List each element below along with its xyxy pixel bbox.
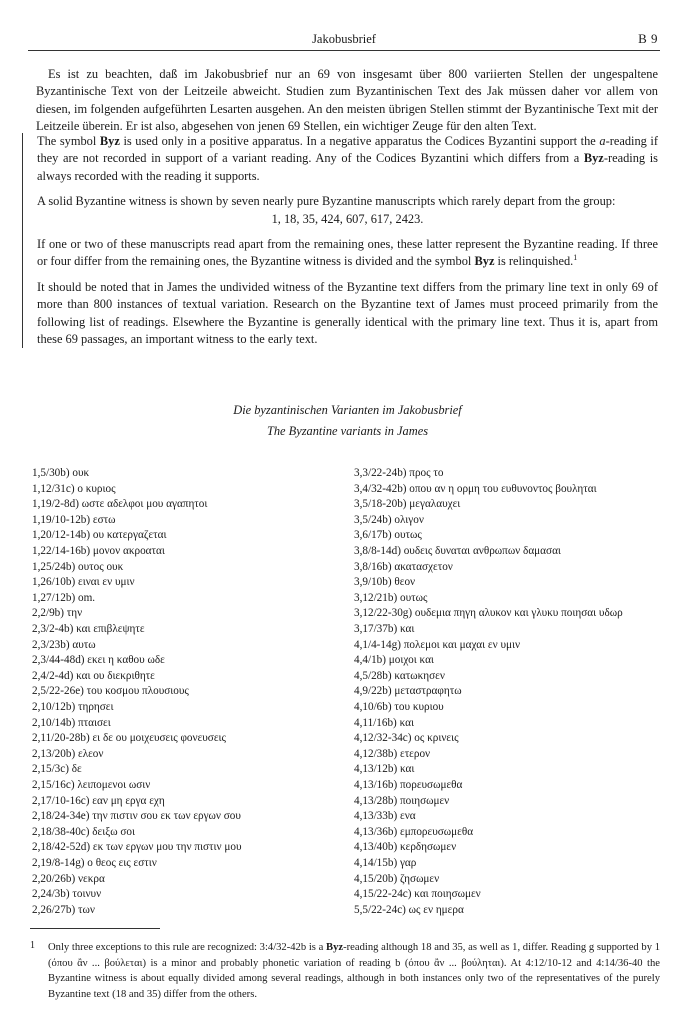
variant-entry: 2,24/3b) τοινυν [32, 888, 102, 901]
variant-entry: 2,3/2-4b) και επιβλεψητε [32, 623, 145, 635]
variant-entry: 4,10/6b) του κυριου [354, 701, 444, 713]
variant-entry: 2,15/16c) λειπομενοι ωσιν [32, 779, 151, 791]
en-p1-text-b: is used only in a positive apparatus. In a negative apparatus the Codices Byzantini support the [119, 134, 600, 148]
variant-entry: 4,13/33b) ενα [354, 810, 416, 823]
footnote-text-a: Only three exceptions to this rule are recognized: 3:4/32-42b is a [48, 942, 327, 953]
variant-entry: 1,5/30b) ουκ [32, 467, 90, 479]
variant-entry: 3,12/21b) ουτως [354, 591, 428, 604]
variant-entry: 4,15/22-24c) και ποιησωμεν [354, 888, 481, 901]
variant-entry: 5,5/22-24c) ως εν ημερα [354, 903, 464, 916]
variant-entry: 4,9/22b) μεταστραφητω [354, 685, 462, 698]
variant-entry: 3,5/18-20b) μεγαλαυχει [354, 498, 461, 511]
en-p3-text-b: is relinquished. [494, 254, 574, 269]
variant-entry: 1,20/12-14b) ου κατεργαζεται [32, 529, 167, 542]
manuscript-list: 1, 18, 35, 424, 607, 617, 2423. [271, 211, 424, 226]
en-p1-text-a: The symbol [37, 134, 100, 148]
footnote-text [48, 940, 660, 1002]
variant-entry: 3,5/24b) ολιγον [354, 513, 424, 526]
variant-entry: 4,13/16b) πορευσωμεθα [354, 779, 463, 791]
variants-title-english: The Byzantine variants in James [266, 424, 429, 438]
footnote-text-b: -reading although 18 and 35, as well as 1, differ. Reading g supported by 1 (όπου ἂν ... βούλεται) is a minor and probably phonetic variation of reading b (όπου ἂν ... βούληται). At 4:12/10-12 and 4:14/36-40 the Byzantine witness is about equally divided among several readings, although in both instances only two of the representatives of the purely Byzantine text (18 and 35) differ from the others. [48, 942, 660, 1000]
german-paragraph-text: Es ist zu beachten, daß im Jakobusbrief nur an 69 von insgesamt über 800 variierten Stellen der ungespaltene Byzantinische Text von der Leitzeile abweicht. Studien zum Byzantinischen Text des Jak müssen daher vor allem von diesen, im folgenden aufgeführten Lesarten ausgehen. An den meisten übrigen Stellen stimmt der Byzantinische Text mit der Leitzeile überein. Er ist also, abgesehen von jenen 69 Stellen, ein wichtiger Zeuge für den alten Text. [36, 67, 658, 134]
variant-entry: 2,13/20b) ελεον [32, 747, 104, 760]
variant-entry: 2,10/12b) τηρησει [32, 701, 114, 713]
variant-entry: 2,18/42-52d) εκ των εργων μου την πιστιν μου [32, 841, 242, 854]
variant-entry: 4,4/1b) μοιχοι και [354, 654, 434, 667]
variant-entry: 4,11/16b) και [354, 716, 414, 729]
page-number: B 9 [638, 31, 658, 46]
variant-entry: 2,17/10-16c) εαν μη εργα εχη [32, 794, 165, 807]
variant-entry: 3,12/22-30g) ουδεμια πηγη αλυκον και γλυκυ ποιησαι υδωρ [354, 607, 623, 620]
variant-entry: 1,25/24b) ουτος ουκ [32, 560, 124, 573]
variant-entry: 2,20/26b) νεκρα [32, 872, 105, 885]
variant-entry: 2,3/44-48d) εκει η καθου ωδε [32, 654, 165, 667]
variant-entry: 2,10/14b) πταισει [32, 716, 111, 729]
variant-entry: 4,5/28b) κατωκησεν [354, 669, 445, 682]
footnote-mark: 1 [30, 940, 35, 951]
variant-entry: 4,13/40b) κερδησωμεν [354, 841, 457, 854]
variant-entry: 3,8/16b) ακατασχετον [354, 560, 453, 573]
german-paragraph [36, 66, 658, 136]
english-paragraph-4: It should be noted that in James the undivided witness of the Byzantine text differs from the primary line text in only 69 of more than 800 instances of textual variation. Research on the Byzantine text of James must proceed primarily from the following list of readings. Elsewhere the Byzantine is generally identical with the primary line text. Thus it is, apart from these 69 passages, an important witness to the early text. [37, 279, 658, 347]
footnote [30, 940, 660, 1002]
variant-entry: 4,12/32-34c) ος κρινεις [354, 732, 459, 745]
variant-entry: 4,15/20b) ζησωμεν [354, 872, 440, 885]
en-p1-text-c: -reading if they are not recorded in support of a variant reading. Any of the Codices Byzantini which differs from a [37, 134, 658, 166]
variant-entry: 1,26/10b) ειναι εν υμιν [32, 576, 135, 589]
variant-entry: 1,22/14-16b) μονον ακροαται [32, 545, 165, 557]
variant-entry: 3,17/37b) και [354, 623, 415, 635]
footnote-separator [30, 928, 160, 929]
variant-entry: 1,12/31c) ο κυριος [32, 482, 116, 495]
variant-entry: 2,5/22-26e) του κοσμου πλουσιους [32, 685, 189, 698]
byz-siglum: Byz [99, 134, 120, 148]
variant-entry: 1,19/10-12b) εστω [32, 513, 116, 526]
byz-siglum: Byz [326, 942, 344, 953]
en-p3-text-a: If one or two of these manuscripts read apart from the remaining ones, these latter represent the Byzantine reading. If three or four differ from the remaining ones, the Byzantine witness is divided and the symbol [37, 237, 658, 269]
variant-entry: 4,12/38b) ετερον [354, 747, 431, 760]
variants-title-german: Die byzantinischen Varianten im Jakobusbrief [233, 403, 462, 417]
variant-entry: 3,9/10b) θεον [354, 576, 416, 589]
a-siglum: a [599, 134, 606, 148]
variant-entry: 2,4/2-4d) και ου διεκριθητε [32, 669, 155, 682]
variant-entry: 2,18/38-40c) δειξω σοι [32, 825, 136, 838]
english-block [22, 133, 658, 348]
variant-entry: 2,11/20-28b) ει δε ου μοιχευσεις φονευσεις [32, 732, 226, 745]
variant-entry: 4,14/15b) γαρ [354, 857, 417, 869]
variant-entry: 1,19/2-8d) ωστε αδελφοι μου αγαπητοι [32, 498, 208, 511]
variant-entry: 4,13/36b) εμπορευσωμεθα [354, 825, 474, 838]
variant-entry: 2,15/3c) δε [32, 763, 82, 776]
variant-entry: 2,18/24-34e) την πιστιν σου εκ των εργων σου [32, 810, 241, 823]
english-paragraph-2: A solid Byzantine witness is shown by seven nearly pure Byzantine manuscripts which rarely depart from the group: [37, 194, 616, 209]
variant-entry: 3,3/22-24b) προς το [354, 467, 444, 479]
en-p1-text-d: -reading is always recorded with the reading it supports. [37, 151, 658, 183]
byz-siglum: Byz [474, 254, 495, 269]
running-title: Jakobusbrief [312, 32, 376, 46]
variant-entry: 2,19/8-14g) ο θεος εις εστιν [32, 857, 157, 869]
running-header [28, 28, 660, 51]
variant-entry: 1,27/12b) om. [32, 591, 96, 604]
footnote-ref[interactable]: 1 [573, 253, 578, 263]
variant-entry: 4,13/12b) και [354, 763, 415, 776]
variant-entry: 2,3/23b) αυτω [32, 638, 96, 651]
variant-entry: 4,1/4-14g) πολεμοι και μαχαι εν υμιν [354, 638, 521, 651]
variant-entry: 3,4/32-42b) οπου αν η ορμη του ευθυνοντος βουληται [354, 482, 597, 495]
variant-entry: 4,13/28b) ποιησωμεν [354, 794, 450, 807]
variant-entry: 3,8/8-14d) ουδεις δυναται ανθρωπων δαμασαι [354, 545, 561, 557]
english-paragraph-1 [37, 133, 658, 185]
variant-entry: 2,2/9b) την [32, 607, 83, 620]
variant-entry: 2,26/27b) των [32, 903, 95, 916]
variant-entry: 3,6/17b) ουτως [354, 529, 422, 542]
byz-siglum: Byz [583, 151, 604, 166]
english-paragraph-3 [37, 236, 658, 271]
